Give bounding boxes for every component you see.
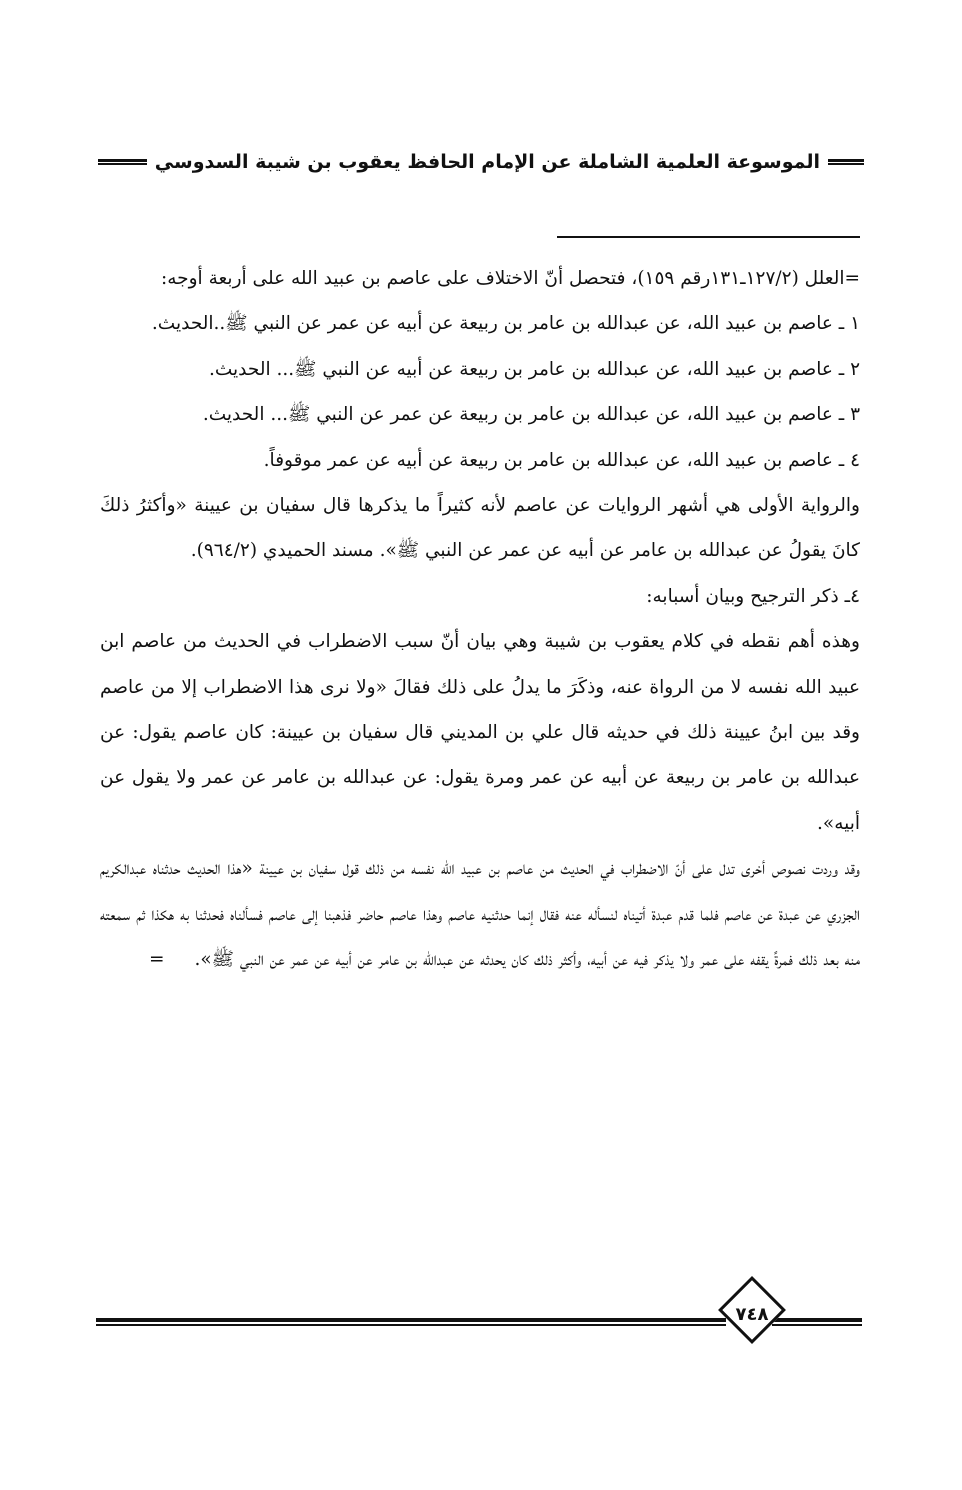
list-item: ٤ ـ عاصم بن عبيد الله، عن عبدالله بن عامر بن ربيعة عن أبيه عن عمر موقوفاً. bbox=[263, 449, 860, 471]
paragraph-intro: =العلل (١٢٧/٢ـ١٣١رقم ١٥٩)، فتحصل أنّ الاختلاف على عاصم بن عبيد الله على أربعة أوجه: bbox=[161, 268, 860, 289]
page-footer bbox=[96, 1290, 862, 1360]
paragraph-evidence-text: وقد وردت نصوص أخرى تدل على أنّ الاضطراب في الحديث من عاصم بن عبيد الله نفسه من ذلك قول سفيان بن عيينة «هذا الحديث حدثناه عبدالكريم الجزري عن عبدة عن عاصم فلما قدم عبدة أتيناه لنسأله عنه فقال إنما حدثنيه عاصم وهذا عاصم حاضر فذهبنا إلى عاصم فسألناه فحدثنا به هكذا ثم سمعته منه بعد ذلك فمرةً يقفه على عمر ولا يذكر فيه عن أبيه، وأكثر ذلك كان يحدثه عن عبدالله بن عامر عن أبيه عن عمر عن النبي ﷺ». bbox=[100, 858, 860, 971]
running-header bbox=[98, 150, 864, 174]
list-item: ٢ ـ عاصم بن عبيد الله، عن عبدالله بن عامر بن ربيعة عن أبيه عن النبي ﷺ... الحديث. bbox=[208, 358, 860, 380]
section-heading: ٤ـ ذكر الترجيح وبيان أسبابه: bbox=[646, 585, 860, 607]
header-rule-right bbox=[828, 159, 864, 165]
header-title: الموسوعة العلمية الشاملة عن الإمام الحافظ يعقوب بن شيبة السدوسي bbox=[154, 151, 820, 173]
continuation-mark: = bbox=[148, 949, 165, 971]
paragraph-analysis: وهذه أهم نقطه في كلام يعقوب بن شيبة وهي بيان أنّ سبب الاضطراب في الحديث من عاصم ابن عبيد الله نفسه لا من الرواة عنه، وذكَرَ ما يدلُ على ذلك فقالَ «ولا نرى هذا الاضطراب إلا من عاصم وقد بين ابنُ عيينة ذلك في حديثه قال علي بن المديني قال سفيان بن عيينة: كان عاصم يقول: عن عبدالله بن عامر بن ربيعة عن أبيه عن عمر ومرة يقول: عن عبدالله بن عامر عن عمر ولا يقول عن أبيه». bbox=[100, 631, 860, 834]
footnote-separator bbox=[557, 236, 860, 238]
header-rule-left bbox=[98, 159, 147, 165]
page-body bbox=[100, 256, 860, 983]
footer-rule-left bbox=[96, 1318, 726, 1326]
page-number: ٧٤٨ bbox=[735, 1304, 769, 1325]
paragraph-evidence bbox=[100, 846, 860, 982]
list-item: ٣ ـ عاصم بن عبيد الله، عن عبدالله بن عامر بن ربيعة عن عمر عن النبي ﷺ... الحديث. bbox=[202, 404, 860, 426]
list-item: ١ ـ عاصم بن عبيد الله، عن عبدالله بن عامر بن ربيعة عن أبيه عن عمر عن النبي ﷺ..الحديث. bbox=[151, 313, 860, 335]
paragraph-narration: والرواية الأولى هي أشهر الروايات عن عاصم لأنه كثيراً ما يذكرها قال سفيان بن عيينة «وأكثرُ ذلكَ كانَ يقولُ عن عبدالله بن عامر عن أبيه عن عمر عن النبي ﷺ». مسند الحميدي (٩٦٤/٢). bbox=[100, 495, 860, 562]
